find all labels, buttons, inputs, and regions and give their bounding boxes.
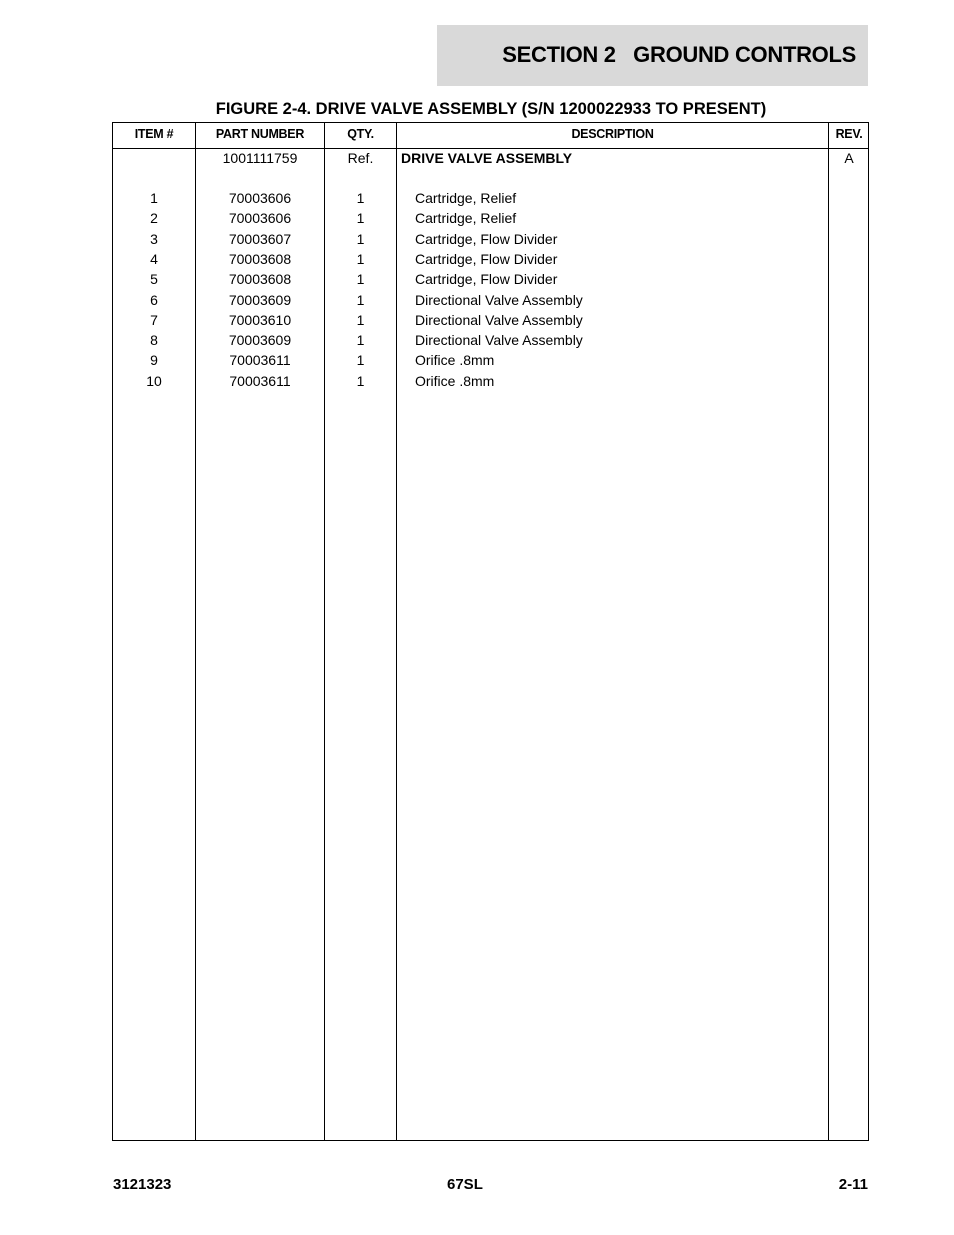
figure-title: FIGURE 2-4. DRIVE VALVE ASSEMBLY (S/N 1200022933 TO PRESENT) — [215, 100, 767, 118]
description: Cartridge, Relief — [415, 190, 517, 206]
quantity: 1 — [356, 210, 365, 227]
quantity: 1 — [356, 230, 365, 247]
item-number: 2 — [150, 210, 158, 227]
quantity: 1 — [356, 332, 365, 349]
footer-model: 67SL — [447, 1176, 483, 1193]
table-row — [113, 290, 868, 310]
header-part-number: PART NUMBER — [215, 127, 305, 141]
header-qty: QTY. — [347, 127, 374, 141]
description: Orifice .8mm — [415, 372, 495, 389]
description: Cartridge, Flow Divider — [415, 271, 558, 288]
header-rev: REV. — [835, 127, 863, 141]
description: Cartridge, Relief — [415, 210, 517, 227]
item-number: 5 — [150, 271, 158, 288]
table-row — [113, 371, 868, 391]
section-title: SECTION 2 GROUND CONTROLS — [502, 42, 856, 67]
quantity: Ref. — [347, 150, 374, 166]
item-number: 3 — [150, 230, 158, 247]
item-number: 10 — [146, 372, 162, 389]
part-number: 70003606 — [228, 190, 292, 206]
part-number: 70003608 — [228, 250, 292, 267]
quantity: 1 — [356, 250, 365, 267]
part-number: 1001111759 — [222, 150, 298, 166]
table-row — [113, 249, 868, 269]
header-description: DESCRIPTION — [571, 127, 654, 141]
description: Orifice .8mm — [415, 352, 495, 369]
item-number: 9 — [150, 352, 158, 369]
quantity: 1 — [356, 311, 365, 328]
table-row — [113, 229, 868, 249]
description: Directional Valve Assembly — [415, 332, 583, 349]
table-row — [113, 350, 868, 370]
description: Directional Valve Assembly — [415, 311, 583, 328]
part-number: 70003610 — [228, 311, 292, 328]
footer-document-number: 3121323 — [113, 1176, 172, 1193]
quantity: 1 — [356, 291, 365, 308]
section-header-box — [437, 25, 868, 86]
item-number: 1 — [150, 190, 158, 206]
item-number: 8 — [150, 332, 158, 349]
part-number: 70003609 — [228, 332, 292, 349]
revision: A — [844, 150, 854, 166]
description: Cartridge, Flow Divider — [415, 250, 558, 267]
part-number: 70003608 — [228, 271, 292, 288]
description: Directional Valve Assembly — [415, 291, 583, 308]
table-row — [113, 310, 868, 330]
table-row — [113, 269, 868, 289]
item-number: 4 — [150, 250, 158, 267]
quantity: 1 — [356, 271, 365, 288]
assembly-row — [113, 148, 868, 168]
table-row — [113, 330, 868, 350]
table-row — [113, 188, 868, 208]
part-number: 70003607 — [228, 230, 292, 247]
quantity: 1 — [356, 352, 365, 369]
parts-table — [112, 122, 869, 1141]
table-row — [113, 208, 868, 228]
description: DRIVE VALVE ASSEMBLY — [401, 150, 573, 166]
part-number: 70003609 — [228, 291, 292, 308]
item-number: 7 — [150, 311, 158, 328]
item-number: 6 — [150, 291, 158, 308]
quantity: 1 — [356, 372, 365, 389]
header-item: ITEM # — [134, 127, 174, 141]
quantity: 1 — [356, 190, 365, 206]
part-number: 70003611 — [229, 352, 291, 369]
part-number: 70003606 — [228, 210, 292, 227]
footer-page-number: 2-11 — [838, 1176, 868, 1193]
description: Cartridge, Flow Divider — [415, 230, 558, 247]
part-number: 70003611 — [229, 372, 291, 389]
